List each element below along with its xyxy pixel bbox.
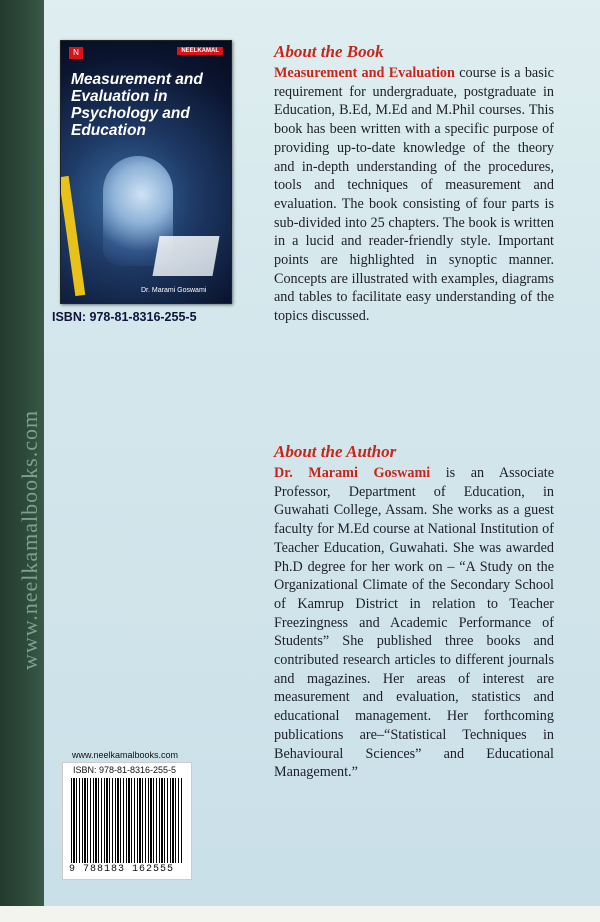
barcode-icon — [71, 778, 183, 863]
thumbnail-title: Measurement and Evaluation in Psychology and Education — [71, 71, 203, 139]
about-author-text — [274, 464, 554, 782]
isbn-label: ISBN: 978-81-8316-255-5 — [52, 310, 197, 324]
barcode-isbn: ISBN: 978-81-8316-255-5 — [73, 765, 177, 775]
about-author-section — [274, 442, 554, 782]
about-book-body: course is a basic requirement for undergraduate, postgraduate in Education, B.Ed, M.Ed and M.Phil courses. This book has been written with a specific purpose of providing up-to-date knowledge of the theory and in-depth understanding of the procedures, tools and techniques of measurement and evaluation. The book consisting of four parts is sub-divided into 25 chapters. The book is written in a lucid and reader-friendly style. Important points are highlighted in synoptic manner. Concepts are illustrated with examples, diagrams and tables to facilitate easy understanding of the topics discussed. — [274, 65, 554, 325]
about-author-lead: Dr. Marami Goswami — [274, 465, 431, 481]
about-author-body: is an Associate Professor, Department of Education, in Guwahati College, Assam. She works as a guest faculty for M.Ed course at National Institution of Teacher Education, Guwahati. She was awarded Ph.D degree for her work on – “A Study on the Organizational Climate of the Secondary School of Kamrup District in relation to Teacher Freezingness and Academic Performance of Students” She published three books and contributed research articles to different journals and magazines. Her areas of interest are measurement and evaluation, statistics and educational management. Her forthcoming publications are–“Statistical Techniques in Behavioural Sciences” and Educational Management.” — [274, 465, 555, 781]
bottom-edge — [0, 906, 600, 922]
barcode-number: 9 788183 162555 — [69, 864, 175, 875]
about-book-text — [274, 64, 554, 326]
about-book-heading: About the Book — [274, 42, 384, 61]
measuring-tape-icon — [60, 176, 85, 296]
thumbnail-author: Dr. Marami Goswami — [141, 287, 207, 294]
barcode-website: www.neelkamalbooks.com — [72, 750, 179, 760]
desk-figure-illustration-icon — [152, 236, 219, 276]
publisher-logo-icon: N — [69, 47, 83, 59]
book-cover-thumbnail — [60, 40, 232, 304]
about-book-section — [274, 42, 554, 326]
about-book-lead: Measurement and Evaluation — [274, 65, 455, 81]
thumbnail-publisher: NEELKAMAL — [177, 47, 223, 55]
barcode-card — [62, 762, 192, 880]
barcode-block — [62, 750, 192, 880]
about-author-heading: About the Author — [274, 442, 397, 461]
vertical-website: www.neelkamalbooks.com — [17, 409, 42, 670]
